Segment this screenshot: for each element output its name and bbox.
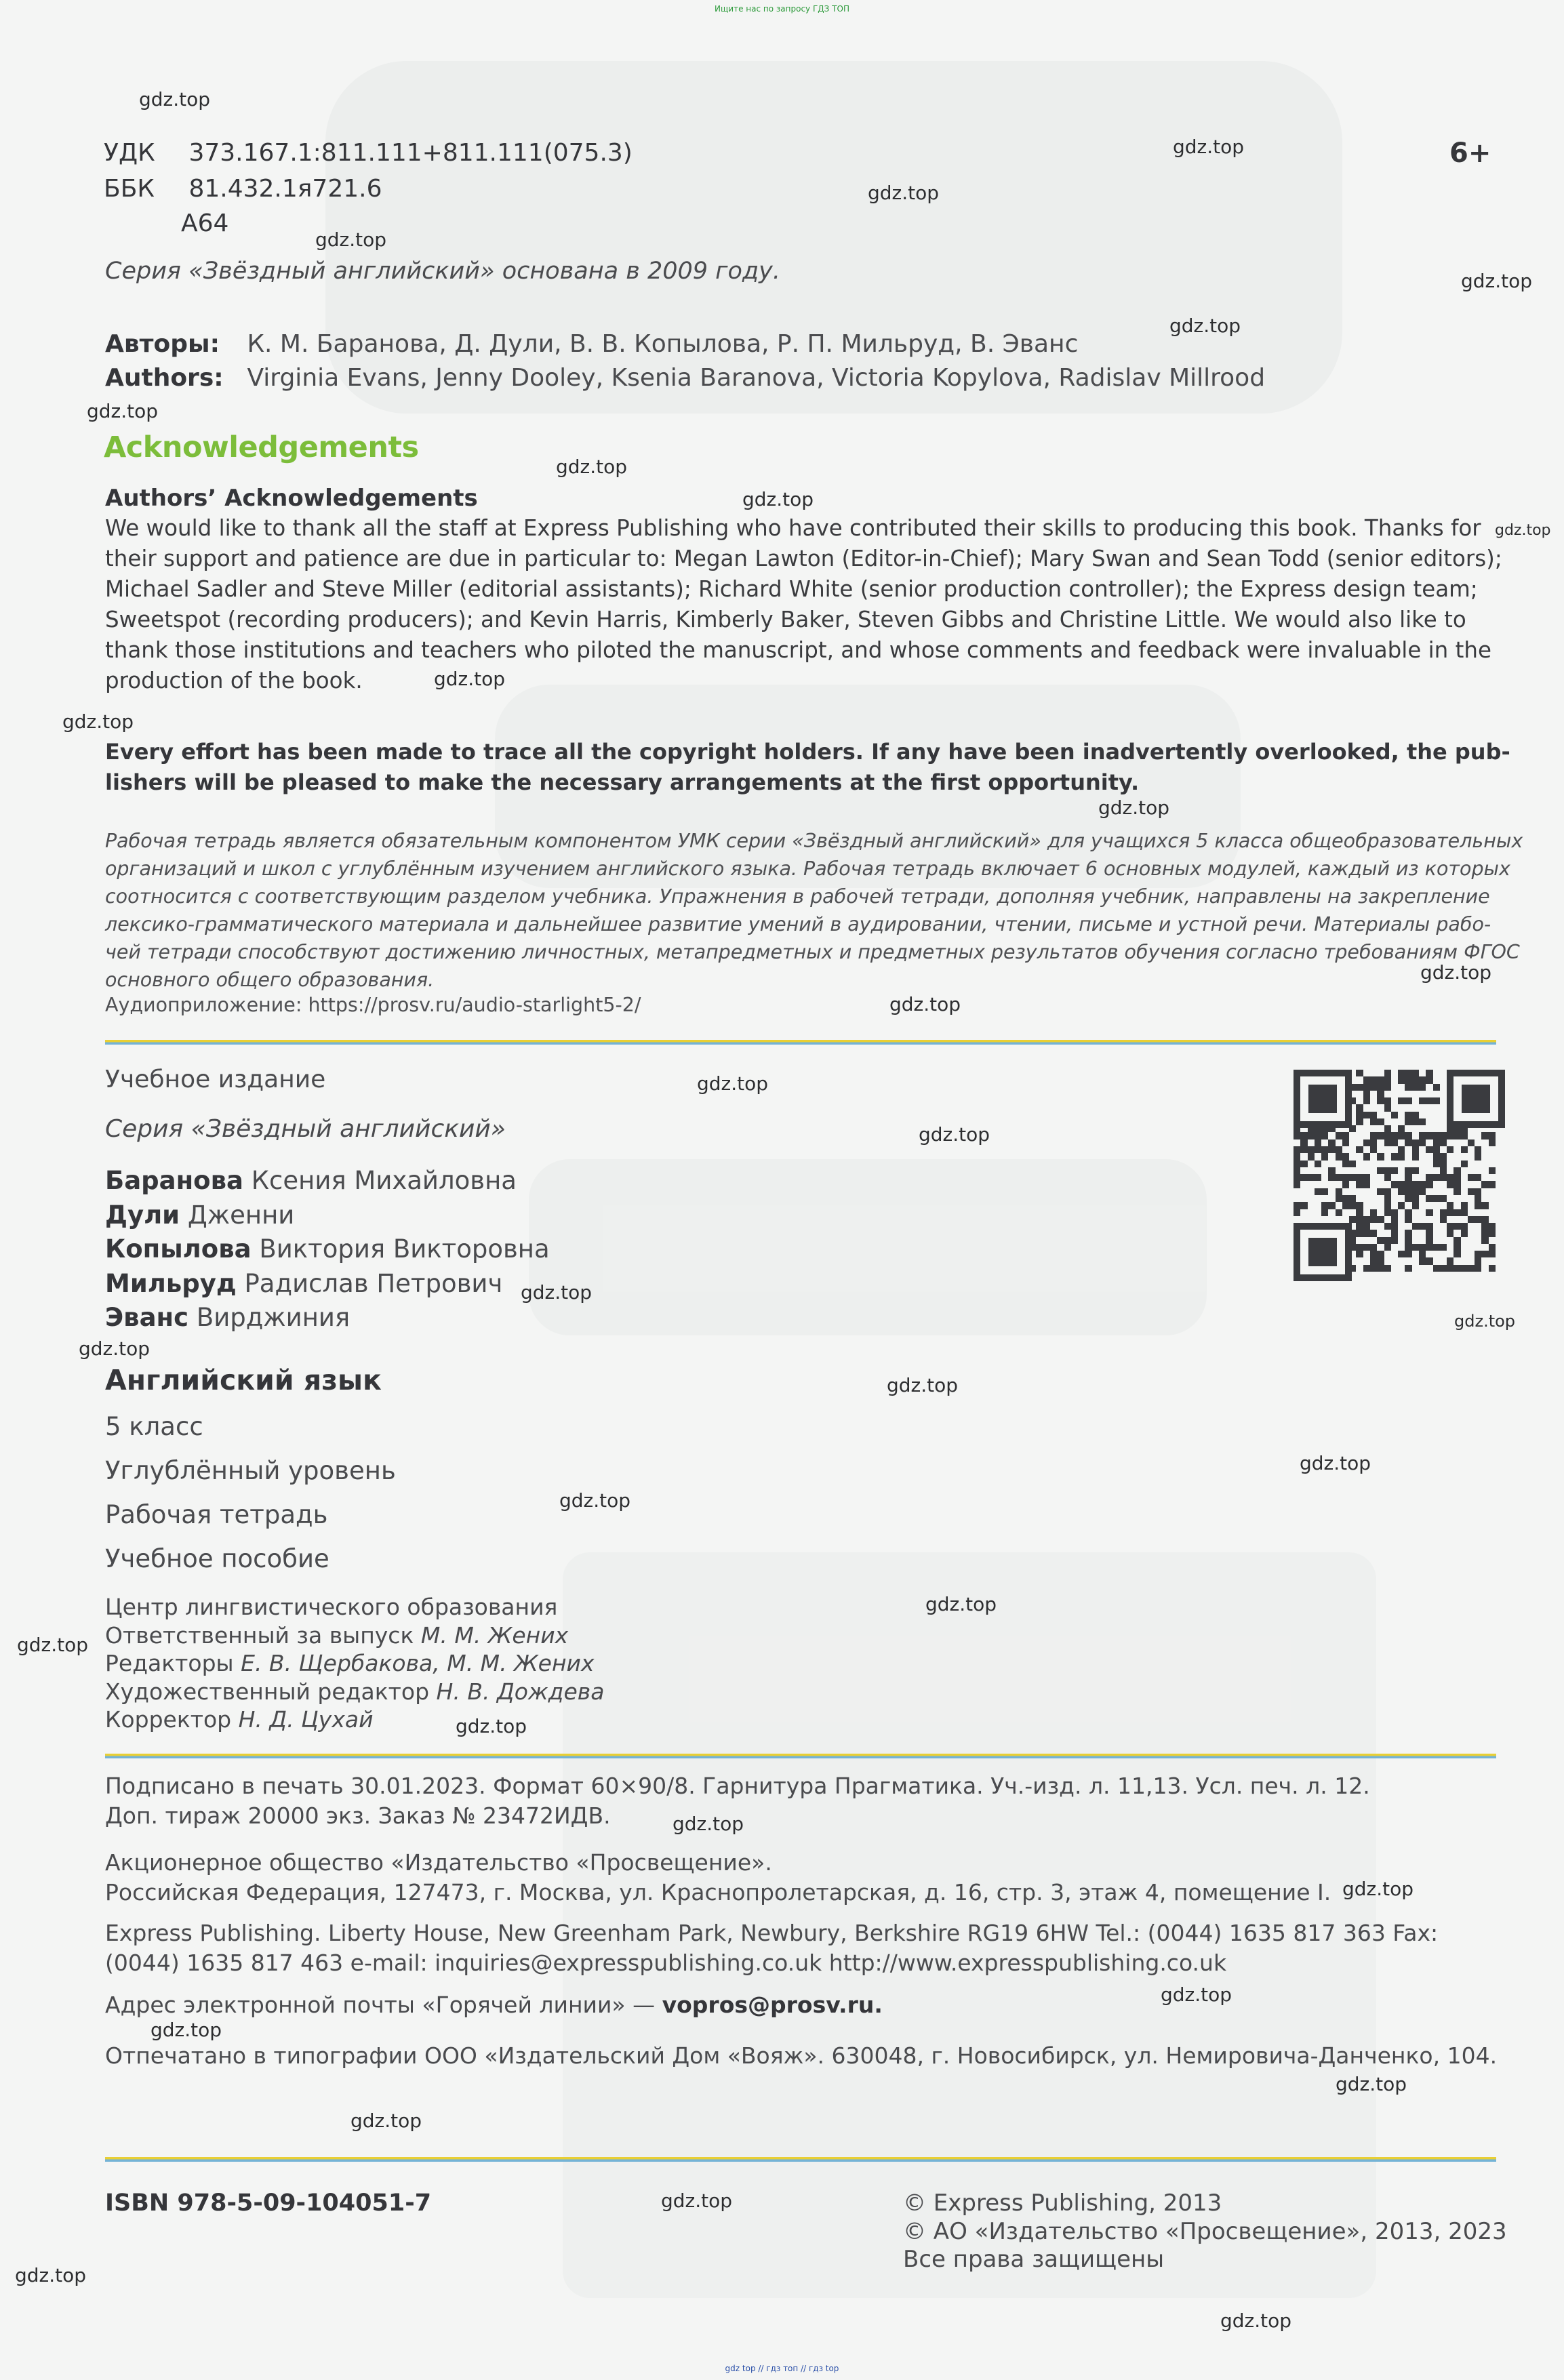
credit-person: Е. В. Щербакова, М. М. Жених	[241, 1650, 595, 1676]
watermark: gdz.top	[62, 710, 134, 733]
author-name: Вирджиния	[196, 1303, 350, 1332]
watermark: gdz.top	[661, 2190, 733, 2212]
watermark: gdz.top	[559, 1489, 631, 1512]
copyrights	[903, 2190, 1507, 2274]
catalog-code: А64	[181, 209, 229, 237]
author-name: Дженни	[187, 1200, 295, 1230]
watermark: gdz.top	[925, 1593, 997, 1615]
text-line: Express Publishing. Liberty House, New Greenham Park, Newbury, Berkshire RG19 6HW Tel.: (0044) 1635 817 363 Fax:	[105, 1920, 1439, 1946]
divider-stripe	[105, 1040, 1496, 1045]
bbk-label: ББК	[104, 175, 155, 203]
credit-person: Н. Д. Цухай	[238, 1706, 374, 1733]
author-row	[105, 1232, 550, 1267]
credit-row	[105, 1621, 604, 1650]
watermark: gdz.top	[919, 1123, 990, 1146]
author-name: Виктория Викторовна	[259, 1234, 550, 1264]
watermark: gdz.top	[79, 1337, 151, 1360]
credit-role: Редакторы	[105, 1650, 234, 1676]
credit-row	[105, 1593, 604, 1621]
acknowledgements-subheading: Authors’ Acknowledgements	[105, 485, 478, 512]
author-surname: Баранова	[105, 1166, 243, 1195]
qr-code-icon	[1294, 1070, 1496, 1272]
bbk-line	[104, 175, 382, 203]
copyright-notice	[105, 737, 1510, 798]
isbn: ISBN 978-5-09-104051-7	[105, 2190, 432, 2217]
authors-en-label: Authors:	[105, 364, 224, 392]
text-line: (0044) 1635 817 463 e-mail: inquiries@expresspublishing.co.uk http://www.expresspublishing.co.uk	[105, 1950, 1227, 1976]
watermark: gdz.top	[887, 1374, 959, 1396]
author-row	[105, 1164, 550, 1198]
level: Углублённый уровень	[105, 1456, 396, 1485]
workbook-description	[105, 827, 1523, 994]
text-line: We would like to thank all the staff at Express Publishing who have contributed their skills to producing this book. Thanks for	[105, 515, 1481, 541]
divider-stripe	[105, 1754, 1496, 1758]
hotline	[105, 1992, 883, 2018]
authors-en	[105, 364, 1265, 392]
credit-role: Ответственный за выпуск	[105, 1621, 414, 1649]
text-line: Российская Федерация, 127473, г. Москва, ул. Краснопролетарская, д. 16, стр. 3, этаж 4, помещение I.	[105, 1879, 1331, 1905]
authors-ru-names: К. М. Баранова, Д. Дули, В. В. Копылова, Р. П. Мильруд, В. Эванс	[247, 330, 1079, 358]
watermark: gdz.top	[456, 1715, 527, 1737]
watermark: gdz.top	[350, 2110, 422, 2132]
watermark: gdz.top	[315, 228, 387, 251]
watermark: gdz.top	[1220, 2310, 1292, 2332]
series-note: Серия «Звёздный английский» основана в 2009 году.	[105, 258, 780, 285]
credit-person: М. М. Жених	[420, 1621, 569, 1649]
text-line: Подписано в печать 30.01.2023. Формат 60×90/8. Гарнитура Прагматика. Уч.-изд. л. 11,13. Усл. печ. л. 12.	[105, 1773, 1370, 1799]
text-line: Sweetspot (recording producers); and Kevin Harris, Kimberly Baker, Steven Gibbs and Christine Little. We would also like to	[105, 607, 1466, 632]
printed-by: Отпечатано в типографии ООО «Издательский Дом «Вояж». 630048, г. Новосибирск, ул. Немировича-Данченко, 104.	[105, 2042, 1498, 2069]
text-line: their support and patience are due in particular to: Megan Lawton (Editor-in-Chief); Mary Swan and Sean Todd (senior editors);	[105, 546, 1502, 571]
book-type: Рабочая тетрадь	[105, 1500, 328, 1529]
authors-list	[105, 1164, 550, 1335]
watermark: gdz.top	[1173, 136, 1245, 158]
watermark: gdz.top	[139, 88, 211, 110]
watermark: gdz.top	[868, 182, 940, 204]
credit-row	[105, 1706, 604, 1734]
express-info	[105, 1918, 1438, 1978]
watermark: gdz.top	[889, 993, 961, 1015]
credit-person: Н. В. Дождева	[436, 1678, 605, 1705]
watermark: gdz.top	[434, 668, 506, 690]
watermark: gdz.top	[1342, 1878, 1414, 1900]
watermark: gdz.top	[1420, 961, 1492, 984]
watermark: gdz.top	[1161, 1983, 1232, 2006]
text-line: production of the book.	[105, 668, 363, 693]
authors-ru	[105, 330, 1078, 358]
text-line: лексико-грамматического материала и дальнейшее развитие умений в аудировании, чтении, письме и устной речи. Материалы рабо-	[105, 913, 1491, 935]
author-row	[105, 1267, 550, 1302]
text-line: Michael Sadler and Steve Miller (editorial assistants); Richard White (senior production controller); the Express design team;	[105, 576, 1478, 602]
watermark: gdz.top	[556, 456, 628, 478]
manual: Учебное пособие	[105, 1544, 329, 1573]
watermark: gdz.top	[1169, 315, 1241, 337]
divider-stripe	[105, 2157, 1496, 2162]
watermark: gdz.top	[87, 400, 159, 422]
author-name: Ксения Михайловна	[251, 1166, 517, 1195]
acknowledgements-text	[105, 513, 1502, 696]
credit-role: Художественный редактор	[105, 1678, 430, 1705]
acknowledgements-heading: Acknowledgements	[104, 430, 419, 464]
text-line: lishers will be pleased to make the necessary arrangements at the first opportunity.	[105, 769, 1140, 795]
watermark: gdz.top	[1300, 1452, 1371, 1474]
watermark: gdz.top	[697, 1072, 769, 1095]
author-row	[105, 1198, 550, 1233]
text-line: thank those institutions and teachers who piloted the manuscript, and whose comments and feedback were invaluable in the	[105, 637, 1491, 663]
text-line: соотносится с соответствующим разделом учебника. Упражнения в рабочей тетради, дополняя учебник, направлены на закрепление	[105, 885, 1490, 908]
watermark: gdz.top	[673, 1813, 744, 1835]
authors-ru-label: Авторы:	[105, 330, 220, 358]
udk-value: 373.167.1:811.111+811.111(075.3)	[188, 139, 633, 167]
author-surname: Мильруд	[105, 1268, 237, 1298]
text-line: Доп. тираж 20000 экз. Заказ № 23472ИДВ.	[105, 1802, 611, 1829]
watermark: gdz.top	[151, 2019, 222, 2041]
copyright-line: © АО «Издательство «Просвещение», 2013, 2023	[903, 2217, 1507, 2245]
audio-link[interactable]: Аудиоприложение: https://prosv.ru/audio-starlight5-2/	[105, 994, 641, 1016]
top-note: Ищите нас по запросу ГДЗ ТОП	[715, 4, 849, 14]
watermark: gdz.top	[1336, 2073, 1407, 2095]
copyright-line: Все права защищены	[903, 2246, 1165, 2273]
subject-title: Английский язык	[105, 1364, 382, 1396]
watermark: gdz.top	[17, 1634, 89, 1656]
author-surname: Дули	[105, 1200, 180, 1230]
grade: 5 класс	[105, 1412, 203, 1441]
text-line: организаций и школ с углублённым изучением английского языка. Рабочая тетрадь включает 6 основных модулей, каждый из которых	[105, 858, 1510, 880]
udk-label: УДК	[104, 139, 155, 167]
watermark: gdz.top	[1461, 270, 1533, 292]
text-line: основного общего образования.	[105, 969, 435, 991]
watermark: gdz.top	[15, 2264, 87, 2286]
hotline-label: Адрес электронной почты «Горячей линии» —	[105, 1992, 656, 2018]
edition-series: Серия «Звёздный английский»	[105, 1115, 506, 1143]
publisher-info	[105, 1848, 1331, 1908]
credit-row	[105, 1649, 604, 1678]
credit-role: Центр лингвистического образования	[105, 1594, 558, 1620]
credits	[105, 1593, 604, 1734]
copyright-line: © Express Publishing, 2013	[903, 2190, 1222, 2217]
text-line: Акционерное общество «Издательство «Просвещение».	[105, 1849, 772, 1876]
hotline-email[interactable]: vopros@prosv.ru.	[662, 1992, 883, 2018]
bottom-note: gdz top // гдз топ // гдз top	[725, 2364, 839, 2373]
edition-type: Учебное издание	[105, 1066, 326, 1093]
text-line: Рабочая тетрадь является обязательным компонентом УМК серии «Звёздный английский» для учащихся 5 класса общеобразовательных	[105, 830, 1523, 852]
author-surname: Копылова	[105, 1234, 252, 1264]
author-name: Радислав Петрович	[244, 1268, 503, 1298]
credit-row	[105, 1678, 604, 1706]
age-rating: 6+	[1449, 138, 1491, 169]
text-line: чей тетради способствуют достижению личностных, метапредметных и предметных результатов обучения согласно требованиям ФГОС	[105, 941, 1520, 963]
author-row	[105, 1301, 550, 1335]
watermark: gdz.top	[521, 1281, 593, 1304]
print-info	[105, 1771, 1370, 1831]
bbk-value: 81.432.1я721.6	[188, 175, 382, 203]
watermark: gdz.top	[1454, 1312, 1516, 1331]
author-surname: Эванс	[105, 1303, 189, 1332]
watermark: gdz.top	[1495, 522, 1551, 539]
credit-role: Корректор	[105, 1706, 232, 1733]
watermark: gdz.top	[742, 488, 814, 510]
text-line: Every effort has been made to trace all the copyright holders. If any have been inadvertently overlooked, the pub-	[105, 739, 1510, 765]
watermark: gdz.top	[1098, 796, 1170, 819]
udk-line	[104, 139, 633, 167]
authors-en-names: Virginia Evans, Jenny Dooley, Ksenia Baranova, Victoria Kopylova, Radislav Millrood	[247, 364, 1266, 392]
